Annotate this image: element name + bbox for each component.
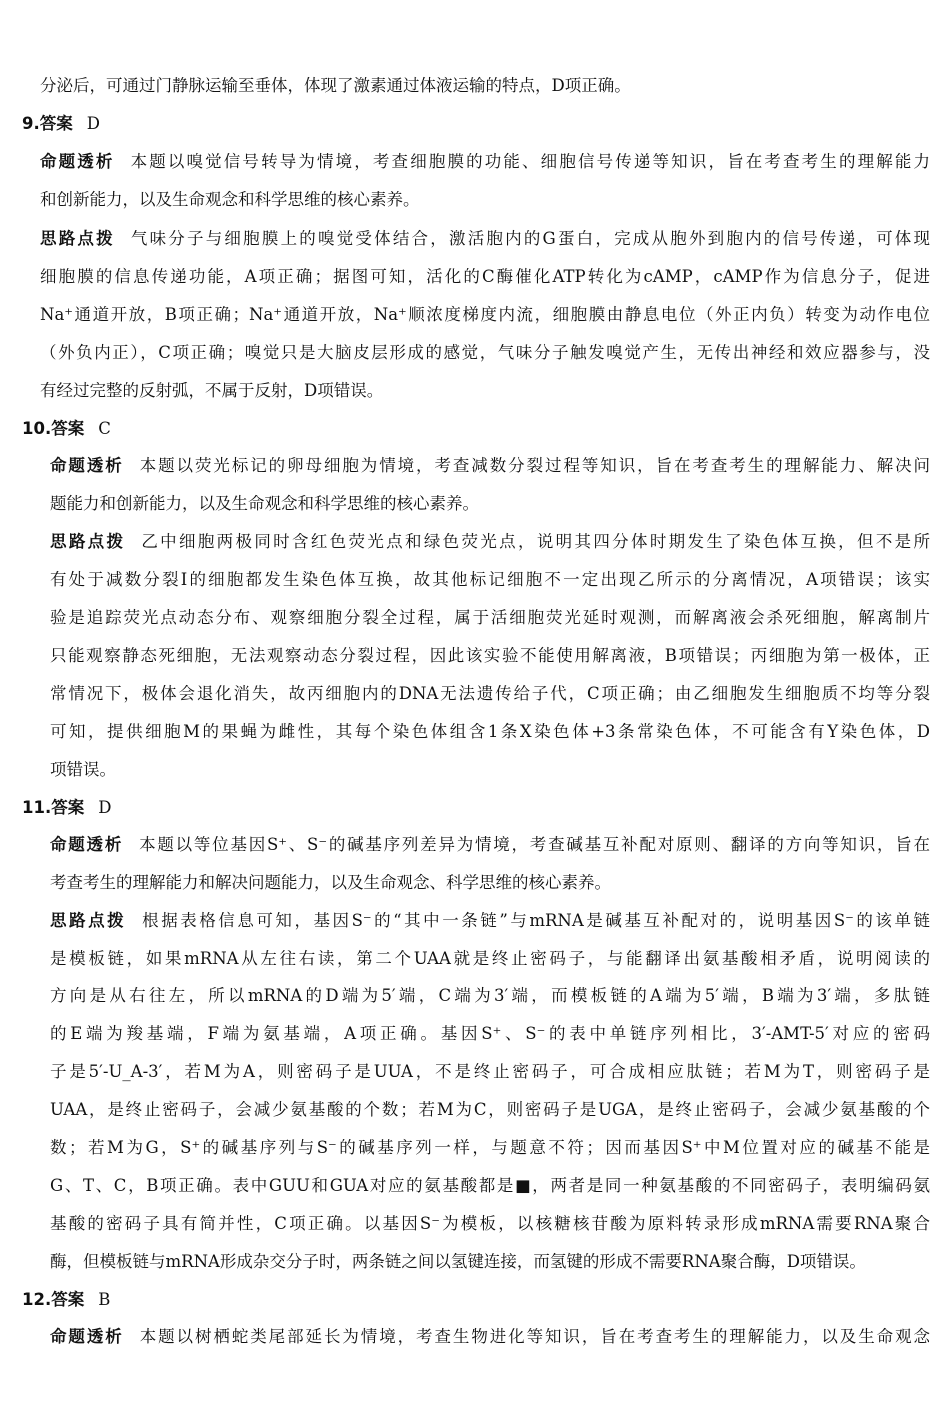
text-line (40, 380, 930, 402)
text-line (50, 1175, 930, 1197)
text-line (40, 228, 930, 250)
text-line (50, 569, 930, 591)
section-keyword: 命题透析 (50, 835, 124, 854)
line-text: 项错误。 (50, 760, 116, 779)
text-line (50, 1213, 930, 1235)
text-line (40, 266, 930, 288)
answer-heading (22, 418, 111, 440)
line-text: 和创新能力，以及生命观念和科学思维的核心素养。 (40, 190, 420, 209)
section-keyword: 思路点拨 (50, 911, 127, 930)
answer-heading (22, 1289, 110, 1311)
line-text: 只能观察静态死细胞，无法观察动态分裂过程，因此该实验不能使用解离液，B项错误；丙细胞为第一极体，正 (50, 646, 930, 665)
text-line (40, 304, 930, 326)
section-keyword: 思路点拨 (40, 229, 115, 248)
text-line (50, 1137, 930, 1159)
text-line (50, 531, 930, 553)
line-text: 本题以嗅觉信号转导为情境，考查细胞膜的功能、细胞信号传递等知识，旨在考查考生的理解能力 (130, 152, 931, 171)
text-line (50, 1251, 930, 1273)
text-line (50, 872, 930, 894)
text-line (50, 1326, 930, 1348)
answer-label: 答案 (51, 419, 85, 438)
answer-label: 答案 (39, 114, 73, 133)
line-text: Na⁺通道开放，B项正确；Na⁺通道开放，Na⁺顺浓度梯度内流，细胞膜由静息电位（外正内负）转变为动作电位 (40, 305, 930, 324)
answer-choice: C (98, 419, 111, 438)
line-text: 酶，但模板链与mRNA形成杂交分子时，两条链之间以氢键连接，而氢键的形成不需要RNA聚合酶，D项错误。 (50, 1252, 866, 1271)
line-text: 根据表格信息可知，基因S⁻的“其中一条链”与mRNA是碱基互补配对的，说明基因S⁻的该单链 (142, 911, 930, 930)
question-number: 11. (22, 798, 52, 817)
line-text: 分泌后，可通过门静脉运输至垂体，体现了激素通过体液运输的特点，D项正确。 (40, 76, 631, 95)
section-keyword: 命题透析 (50, 456, 124, 475)
line-text: 的E端为羧基端，F端为氨基端，A项正确。基因S⁺、S⁻的表中单链序列相比，3′-AMT-5′对应的密码 (50, 1024, 930, 1043)
text-line (50, 910, 930, 932)
section-keyword: 命题透析 (40, 152, 115, 171)
line-text: 本题以等位基因S⁺、S⁻的碱基序列差异为情境，考查碱基互补配对原则、翻译的方向等知识，旨在 (139, 835, 931, 854)
line-text: 有处于减数分裂Ⅰ的细胞都发生染色体互换，故其他标记细胞不一定出现乙所示的分离情况，A项错误；该实 (50, 570, 930, 589)
line-text: 方向是从右往左，所以mRNA的D端为5′端，C端为3′端，而模板链的A端为5′端，B端为3′端，多肽链 (50, 986, 930, 1005)
answer-label: 答案 (51, 1290, 85, 1309)
section-keyword: 命题透析 (50, 1327, 124, 1346)
text-line (40, 75, 900, 97)
text-line (50, 645, 930, 667)
line-text: UAA，是终止密码子，会减少氨基酸的个数；若M为C，则密码子是UGA，是终止密码子，会减少氨基酸的个 (50, 1100, 930, 1119)
line-text: 本题以树栖蛇类尾部延长为情境，考查生物进化等知识，旨在考查考生的理解能力，以及生命观念 (139, 1327, 931, 1346)
line-text: （外负内正），C项正确；嗅觉只是大脑皮层形成的感觉，气味分子触发嗅觉产生，无传出神经和效应器参与，没 (40, 343, 930, 362)
question-number: 12. (22, 1290, 52, 1309)
answer-choice: D (98, 798, 112, 817)
answer-label: 答案 (51, 798, 85, 817)
line-text: 本题以荧光标记的卵母细胞为情境，考查减数分裂过程等知识，旨在考查考生的理解能力、解决问 (139, 456, 931, 475)
text-line (50, 607, 930, 629)
text-line (50, 1099, 930, 1121)
text-line (50, 759, 930, 781)
line-text: 有经过完整的反射弧，不属于反射，D项错误。 (40, 381, 384, 400)
answer-heading (22, 797, 111, 819)
question-number: 10. (22, 419, 52, 438)
text-line (50, 683, 930, 705)
question-number: 9. (22, 114, 40, 133)
text-line (50, 1023, 930, 1045)
text-line (50, 493, 930, 515)
text-line (50, 721, 930, 743)
line-text: 基酸的密码子具有简并性，C项正确。以基因S⁻为模板，以核糖核苷酸为原料转录形成mRNA需要RNA聚合 (50, 1214, 930, 1233)
answer-heading (22, 113, 100, 135)
text-line (50, 985, 930, 1007)
line-text: 气味分子与细胞膜上的嗅觉受体结合，激活胞内的G蛋白，完成从胞外到胞内的信号传递，可体现 (130, 229, 930, 248)
line-text: G、T、C，B项正确。表中GUU和GUA对应的氨基酸都是■，两者是同一种氨基酸的不同密码子，表明编码氨 (50, 1176, 930, 1195)
answer-choice: B (98, 1290, 111, 1309)
text-line (50, 1061, 930, 1083)
text-line (40, 189, 930, 211)
line-text: 数；若M为G，S⁺的碱基序列与S⁻的碱基序列一样，与题意不符；因而基因S⁺中M位置对应的碱基不能是 (50, 1138, 930, 1157)
line-text: 考查考生的理解能力和解决问题能力，以及生命观念、科学思维的核心素养。 (50, 873, 611, 892)
line-text: 子是5′-U_A-3′，若M为A，则密码子是UUA，不是终止密码子，可合成相应肽链；若M为T，则密码子是 (50, 1062, 930, 1081)
line-text: 题能力和创新能力，以及生命观念和科学思维的核心素养。 (50, 494, 479, 513)
answer-choice: D (86, 114, 100, 133)
line-text: 细胞膜的信息传递功能，A项正确；据图可知，活化的C酶催化ATP转化为cAMP，cAMP作为信息分子，促进 (40, 267, 930, 286)
text-line (50, 455, 930, 477)
line-text: 验是追踪荧光点动态分布、观察细胞分裂全过程，属于活细胞荧光延时观测，而解离液会杀死细胞，解离制片 (50, 608, 930, 627)
line-text: 乙中细胞两极同时含红色荧光点和绿色荧光点，说明其四分体时期发生了染色体互换，但不是所 (141, 532, 931, 551)
text-line (50, 834, 930, 856)
line-text: 可知，提供细胞M的果蝇为雌性，其每个染色体组含1条X染色体+3条常染色体，不可能含有Y染色体，D (50, 722, 930, 741)
line-text: 常情况下，极体会退化消失，故丙细胞内的DNA无法遗传给子代，C项正确；由乙细胞发生细胞质不均等分裂 (50, 684, 930, 703)
section-keyword: 思路点拨 (50, 532, 126, 551)
line-text: 是模板链，如果mRNA从左往右读，第二个UAA就是终止密码子，与能翻译出氨基酸相矛盾，说明阅读的 (50, 949, 930, 968)
text-line (40, 342, 930, 364)
text-line (40, 151, 930, 173)
text-line (50, 948, 930, 970)
